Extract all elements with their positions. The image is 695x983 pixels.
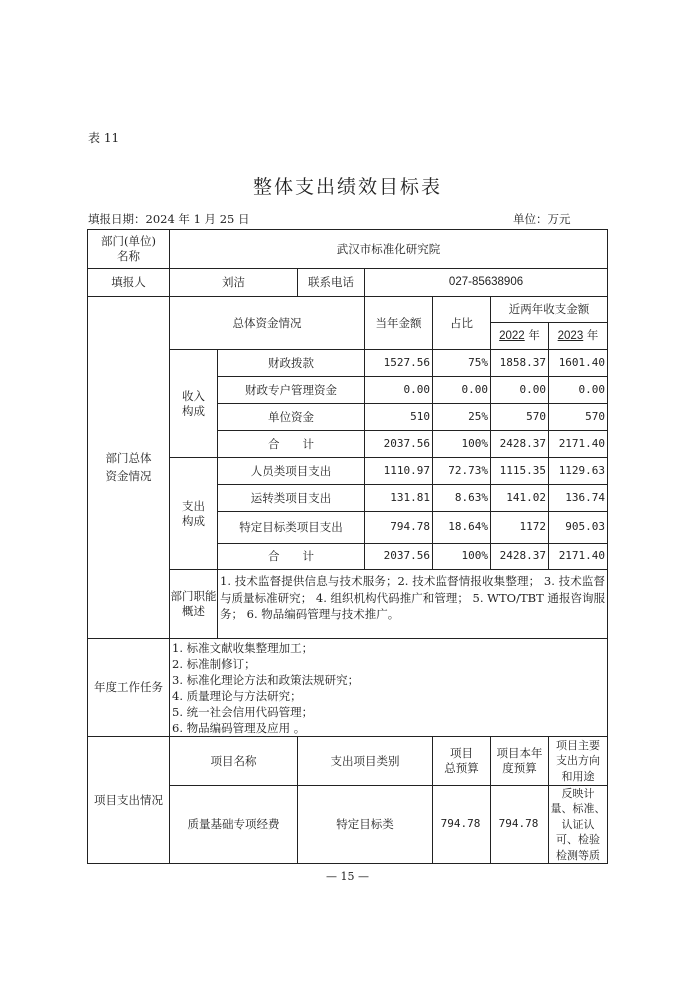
expense-row-name: 特定目标类项目支出 (218, 512, 365, 544)
project-total-budget: 794.78 (433, 786, 491, 864)
page-number: — 15 — (326, 870, 369, 883)
current-amount-label: 当年金额 (365, 297, 433, 350)
income-total-2023: 2171.40 (549, 431, 608, 458)
year-suffix: 年 (586, 328, 599, 343)
expense-row-ratio: 18.64% (433, 512, 491, 544)
document-title: 整体支出绩效目标表 (252, 176, 442, 198)
ratio-label: 占比 (433, 297, 491, 350)
expense-row-name: 运转类项目支出 (218, 485, 365, 512)
functions-text: 1. 技术监督提供信息与技术服务；2. 技术监督情报收集整理； 3. 技术监督与质量标准研究； 4. 组织机构代码推广和管理； 5. WTO/TBT 通报咨询服务； 6. 物品编码管理与技术推广。 (218, 570, 608, 639)
year-2023-header (549, 323, 608, 350)
functions-label: 部门职能概述 (170, 570, 218, 639)
project-year-budget-header: 项目本年 度预算 (491, 737, 549, 786)
task-item: 4. 质量理论与方法研究； (172, 689, 302, 703)
project-name-header: 项目名称 (170, 737, 298, 786)
expense-total-amount: 2037.56 (365, 544, 433, 570)
income-row-ratio: 75% (433, 350, 491, 377)
filler-label: 填报人 (88, 269, 170, 297)
expense-label: 支出 构成 (170, 458, 218, 570)
dept-name-label: 部门(单位) 名称 (88, 230, 170, 269)
income-row-name: 财政专户管理资金 (218, 377, 365, 404)
year-2023: 2023 (557, 330, 584, 343)
expense-row-2023: 136.74 (549, 485, 608, 512)
project-category: 特定目标类 (298, 786, 433, 864)
table-label: 表 11 (88, 131, 120, 145)
income-row-2023: 1601.40 (549, 350, 608, 377)
dept-name-row (88, 230, 608, 269)
expense-row-ratio: 72.73% (433, 458, 491, 485)
expense-row-2023: 1129.63 (549, 458, 608, 485)
dept-name-value: 武汉市标准化研究院 (170, 230, 608, 269)
tasks-row (88, 639, 608, 737)
income-row-2022: 0.00 (491, 377, 549, 404)
project-total-budget-header: 项目 总预算 (433, 737, 491, 786)
filler-row (88, 269, 608, 297)
expense-row-2023: 905.03 (549, 512, 608, 544)
project-purpose-header: 项目主要 支出方向 和用途 (549, 737, 608, 786)
expense-total-2022: 2428.37 (491, 544, 549, 570)
expense-total-2023: 2171.40 (549, 544, 608, 570)
performance-table (87, 229, 608, 864)
income-row-2023: 0.00 (549, 377, 608, 404)
income-label: 收入 构成 (170, 350, 218, 458)
expense-row-name: 人员类项目支出 (218, 458, 365, 485)
phone-value: 027-85638906 (365, 269, 608, 297)
income-row-amount: 0.00 (365, 377, 433, 404)
expense-row-amount: 131.81 (365, 485, 433, 512)
funds-header-row (88, 297, 608, 323)
expense-total-name: 合 计 (218, 544, 365, 570)
income-total-name: 合 计 (218, 431, 365, 458)
income-total-amount: 2037.56 (365, 431, 433, 458)
fill-date: 填报日期：2024 年 1 月 25 日 (88, 212, 250, 226)
projects-header-row (88, 737, 608, 786)
task-item: 5. 统一社会信用代码管理； (172, 705, 314, 719)
income-row-amount: 1527.56 (365, 350, 433, 377)
task-item: 1. 标准文献收集整理加工； (172, 641, 314, 655)
income-row-2022: 1858.37 (491, 350, 549, 377)
project-year-budget: 794.78 (491, 786, 549, 864)
income-row-2022: 570 (491, 404, 549, 431)
year-suffix: 年 (528, 328, 540, 343)
two-year-label: 近两年收支金额 (491, 297, 608, 323)
expense-row-2022: 1172 (491, 512, 549, 544)
expense-row-ratio: 8.63% (433, 485, 491, 512)
expense-row-amount: 794.78 (365, 512, 433, 544)
income-row-amount: 510 (365, 404, 433, 431)
expense-row-2022: 1115.35 (491, 458, 549, 485)
task-item: 3. 标准化理论方法和政策法规研究； (172, 673, 360, 687)
task-item: 6. 物品编码管理及应用 。 (172, 721, 306, 735)
income-total-2022: 2428.37 (491, 431, 549, 458)
income-row-ratio: 25% (433, 404, 491, 431)
tasks-label: 年度工作任务 (88, 639, 170, 737)
expense-total-ratio: 100% (433, 544, 491, 570)
year-2022-header (491, 323, 549, 350)
income-row-name: 单位资金 (218, 404, 365, 431)
project-purpose: 反映计 量、标准、 认证认 可、检验 检测等质 (549, 786, 608, 864)
projects-section-label: 项目支出情况 (88, 737, 170, 864)
overall-funds-label: 总体资金情况 (170, 297, 365, 350)
phone-label: 联系电话 (298, 269, 365, 297)
expense-row-2022: 141.02 (491, 485, 549, 512)
funds-section-label: 部门总体 资金情况 (88, 297, 170, 639)
year-2022: 2022 (499, 330, 525, 343)
unit-label: 单位：万元 (513, 212, 571, 226)
filler-value: 刘洁 (170, 269, 298, 297)
project-category-header: 支出项目类别 (298, 737, 433, 786)
project-name: 质量基础专项经费 (170, 786, 298, 864)
task-item: 2. 标准制修订； (172, 657, 256, 671)
income-total-ratio: 100% (433, 431, 491, 458)
income-row-ratio: 0.00 (433, 377, 491, 404)
tasks-list (170, 639, 608, 737)
expense-row-amount: 1110.97 (365, 458, 433, 485)
income-row-name: 财政拨款 (218, 350, 365, 377)
income-row-2023: 570 (549, 404, 608, 431)
